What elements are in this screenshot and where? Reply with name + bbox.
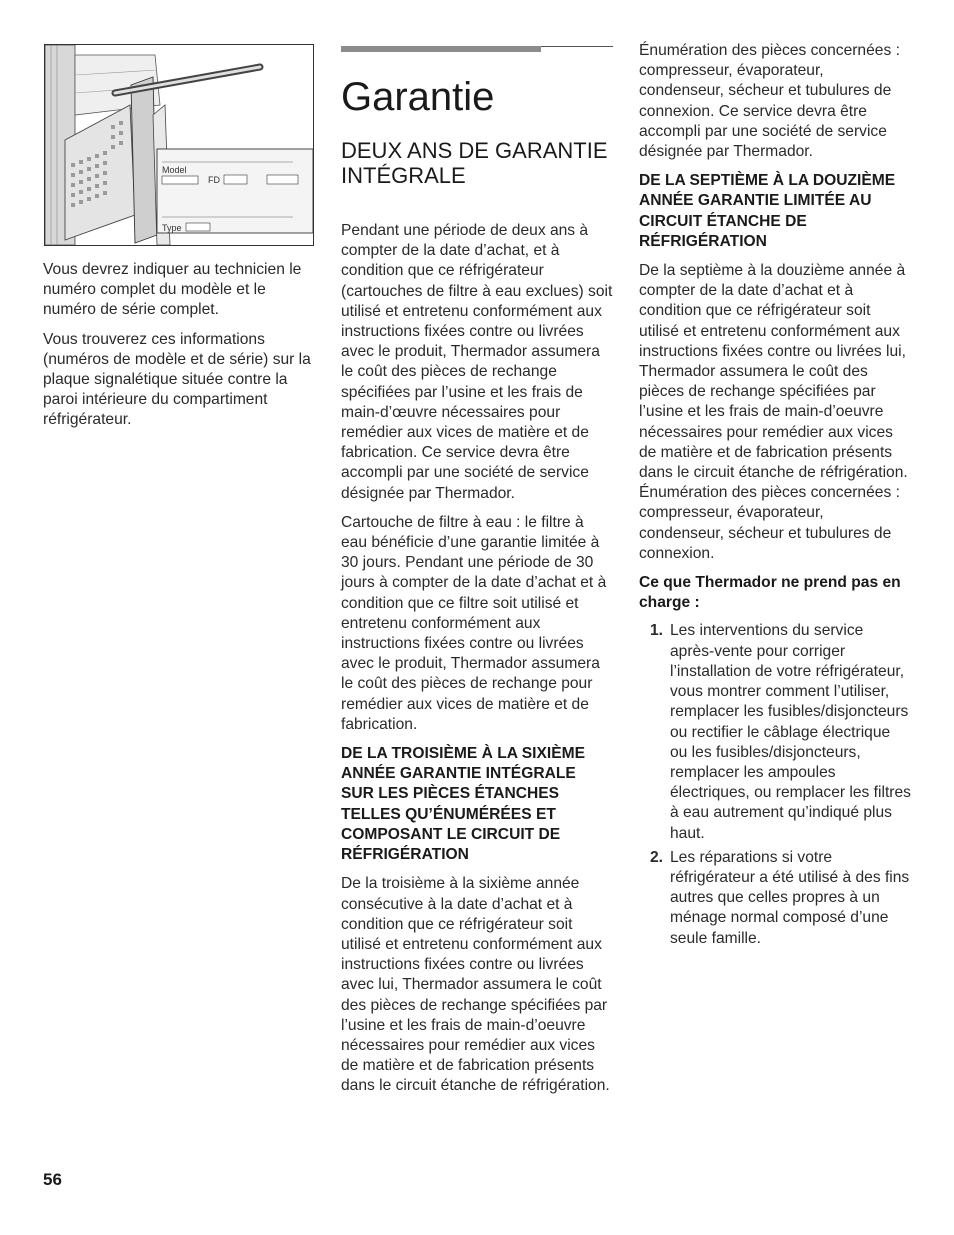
- intro-column: [43, 260, 313, 431]
- list-item-number: 1.: [650, 622, 664, 640]
- list-item-text: Les interventions du service après-vente pour corriger l’installation de votre réfrigérateur, vous montrer comment l’utiliser, remplacer les fusibles/disjoncteurs ou rectifier le câblage électrique ou les fusibles/disjoncteurs, remplacer les ampoules électriques, ou remplacer les filtres à eau autrement qu’indiqué plus haut.: [670, 622, 911, 842]
- title-rule-thick: [341, 46, 541, 52]
- limited-warranty-heading: DE LA SEPTIÈME À LA DOUZIÈME ANNÉE GARANTIE LIMITÉE AU CIRCUIT ÉTANCHE DE RÉFRIGÉRATION: [639, 172, 896, 250]
- type-label: Type: [162, 223, 182, 233]
- limited-warranty-paragraph: De la septième à la douzième année à compter de la date d’achat et à condition que ce réfrigérateur soit utilisé et entretenu conformément aux instructions fixées contre ou livrées lui, Thermador assumera le coût des pièces de rechange spécifiées par l’usine et les frais de main-d’oeuvre nécessaires pour remédier aux vices de matière et de fabrication présents dans le circuit étanche de réfrigération. Énumération des pièces concernées : compresseur, évaporateur, condenseur, sécheur et tubulures de connexion.: [639, 262, 908, 562]
- title-rule-thin: [541, 46, 613, 47]
- refrigerator-rating-plate-illustration: [44, 44, 314, 246]
- fd-label: FD: [208, 175, 220, 185]
- rating-plate-location-paragraph: Vous trouverez ces informations (numéros de modèle et de série) sur la plaque signalétique située contre la paroi intérieure du compartiment réfrigérateur.: [43, 330, 311, 429]
- list-item: [639, 621, 911, 843]
- technician-info-paragraph: Vous devrez indiquer au technicien le numéro complet du modèle et le numéro de série complet.: [43, 261, 302, 319]
- two-year-warranty-paragraph: Pendant une période de deux ans à compter de la date d’achat, et à condition que ce réfrigérateur (cartouches de filtre à eau exclues) soit utilisé et entretenu conformément aux instructions fixées contre ou livrées avec le produit, Thermador assumera le coût des pièces de rechange spécifiées par l’usine et les frais de main-d’œuvre nécessaires pour remédier aux vices de matière et de fabrication. Ce service devra être accompli par une société de service désignée par Thermador.: [341, 222, 613, 502]
- limited-warranty-column: [639, 41, 911, 949]
- two-year-warranty-heading: DEUX ANS DE GARANTIE INTÉGRALE: [341, 138, 608, 188]
- exclusions-list: [639, 621, 911, 948]
- water-filter-warranty-paragraph: Cartouche de filtre à eau : le filtre à eau bénéficie d’une garantie limitée à 30 jours. Pendant une période de 30 jours à compter de la date d’achat et à condition que ce filtre soit utilisé et entretenu conformément aux instructions fixées contre ou livrées avec le produit, Thermador assumera le coût des pièces de rechange pour remédier aux vices de matière et de fabrication.: [341, 513, 607, 733]
- page-number: 56: [43, 1170, 62, 1189]
- sealed-system-warranty-paragraph: De la troisième à la sixième année consécutive à la date d’achat et à condition que ce réfrigérateur soit utilisé et entretenu conformément aux instructions fixées contre ou livrées avec lui, Thermador assumera le coût des pièces de rechange spécifiées par l’usine et les frais de main-d’oeuvre nécessaires pour remédier aux vices de matière et de fabrication présents dans le circuit étanche de réfrigération.: [341, 875, 610, 1095]
- list-item-number: 2.: [650, 848, 664, 866]
- page-title: Garantie: [341, 75, 495, 119]
- list-item-text: Les réparations si votre réfrigérateur a été utilisé à des fins autres que celles propres à un ménage normal composé d’une seule famille.: [670, 848, 910, 947]
- sealed-system-warranty-heading: DE LA TROISIÈME À LA SIXIÈME ANNÉE GARANTIE INTÉGRALE SUR LES PIÈCES ÉTANCHES TELLES QU’ÉNUMÉRÉES ET COMPOSANT LE CIRCUIT DE RÉFRIGÉRATION: [341, 745, 586, 864]
- parts-list-paragraph: Énumération des pièces concernées : compresseur, évaporateur, condenseur, sécheur et tubulures de connexion. Ce service devra être accompli par une société de service désignée par Thermador.: [639, 42, 900, 161]
- list-item: [639, 848, 911, 949]
- model-label: Model: [162, 165, 187, 175]
- exclusions-title: Ce que Thermador ne prend pas en charge :: [639, 574, 901, 612]
- warranty-column: [341, 221, 613, 1097]
